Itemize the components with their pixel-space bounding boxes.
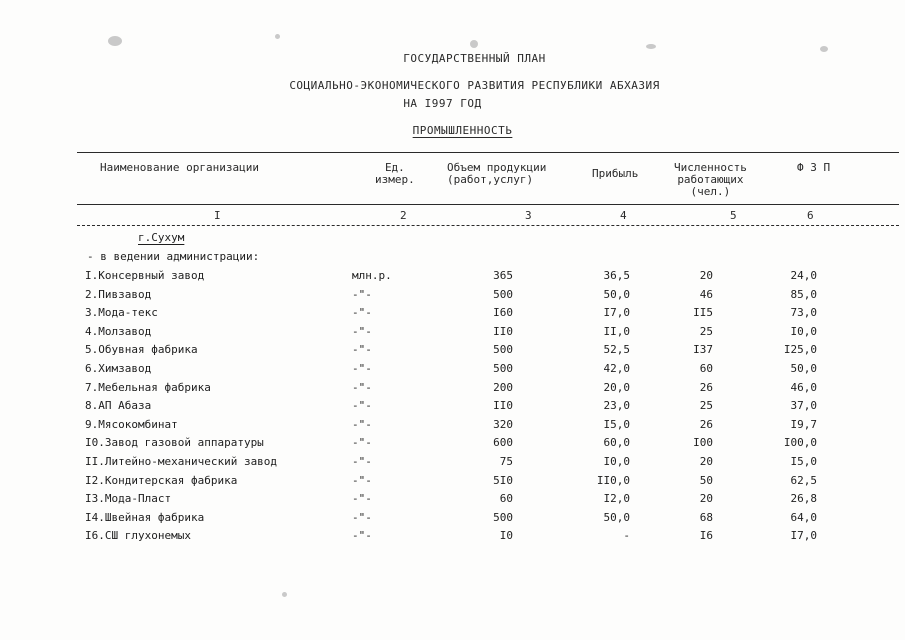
table-row bbox=[0, 509, 905, 528]
column-number-4: 4 bbox=[620, 209, 627, 222]
fzp-cell: 24,0 bbox=[790, 269, 817, 282]
profit-cell: 23,0 bbox=[603, 399, 630, 413]
profit-cell: I7,0 bbox=[603, 306, 630, 320]
org-name-cell: 2.Пивзавод bbox=[85, 287, 152, 301]
city-heading: г.Сухум bbox=[138, 231, 185, 244]
volume-cell: 365 bbox=[493, 269, 513, 282]
column-number-1: I bbox=[214, 209, 221, 222]
fzp-cell: 37,0 bbox=[790, 399, 817, 413]
staff-cell: 20 bbox=[699, 492, 713, 506]
fzp-cell: I0,0 bbox=[790, 324, 817, 338]
volume-cell: 5I0 bbox=[493, 473, 513, 487]
fzp-cell: I25,0 bbox=[783, 343, 817, 357]
org-name-cell: 6.Химзавод bbox=[85, 361, 152, 375]
volume-cell: 320 bbox=[493, 417, 513, 431]
staff-cell: 25 bbox=[699, 324, 713, 338]
org-name-cell: II.Литейно-механический завод bbox=[85, 454, 278, 468]
unit-cell: -"- bbox=[352, 454, 372, 468]
profit-cell: II0,0 bbox=[596, 473, 630, 487]
volume-cell: 500 bbox=[493, 287, 513, 301]
org-name-cell: I.Консервный завод bbox=[85, 269, 205, 282]
staff-cell: 20 bbox=[699, 454, 713, 468]
staff-cell: 68 bbox=[699, 510, 713, 524]
unit-cell: млн.р. bbox=[352, 269, 392, 282]
section-heading-text: ПРОМЫШЛЕННОСТЬ bbox=[412, 124, 513, 137]
profit-cell: I0,0 bbox=[603, 454, 630, 468]
org-name-cell: 9.Мясокомбинат bbox=[85, 417, 178, 431]
plan-title: ГОСУДАРСТВЕННЫЙ ПЛАН bbox=[403, 52, 546, 65]
volume-cell: 500 bbox=[493, 343, 513, 357]
unit-cell: -"- bbox=[352, 492, 372, 506]
unit-cell: -"- bbox=[352, 529, 372, 543]
volume-cell: I60 bbox=[493, 306, 513, 320]
profit-cell: 20,0 bbox=[603, 380, 630, 394]
column-header-staff: Численность работающих (чел.) bbox=[674, 161, 747, 198]
column-number-3: 3 bbox=[525, 209, 532, 222]
unit-cell: -"- bbox=[352, 324, 372, 338]
unit-cell: -"- bbox=[352, 380, 372, 394]
profit-cell: 42,0 bbox=[603, 361, 630, 375]
column-header-fzp: Ф З П bbox=[797, 161, 831, 174]
table-top-rule bbox=[77, 152, 899, 153]
unit-cell: -"- bbox=[352, 361, 372, 375]
staff-cell: I37 bbox=[693, 343, 713, 357]
org-name-cell: 5.Обувная фабрика bbox=[85, 343, 198, 357]
unit-cell: -"- bbox=[352, 436, 372, 450]
column-number-5: 5 bbox=[730, 209, 737, 222]
staff-cell: 20 bbox=[699, 269, 713, 282]
staff-cell: 46 bbox=[699, 287, 713, 301]
table-row bbox=[0, 397, 905, 416]
column-number-dashed-rule bbox=[77, 225, 899, 226]
unit-cell: -"- bbox=[352, 510, 372, 524]
section-heading bbox=[10, 124, 905, 137]
table-row bbox=[0, 304, 905, 323]
volume-cell: 60 bbox=[499, 492, 513, 506]
staff-cell: I00 bbox=[693, 436, 713, 450]
fzp-cell: 73,0 bbox=[790, 306, 817, 320]
fzp-cell: I7,0 bbox=[790, 529, 817, 543]
profit-cell: I2,0 bbox=[603, 492, 630, 506]
column-header-profit: Прибыль bbox=[592, 167, 639, 180]
table-row bbox=[0, 453, 905, 472]
data-table-body bbox=[0, 267, 905, 546]
profit-cell: 50,0 bbox=[603, 510, 630, 524]
unit-cell: -"- bbox=[352, 343, 372, 357]
profit-cell: 52,5 bbox=[603, 343, 630, 357]
column-header-name: Наименование организации bbox=[100, 161, 259, 174]
scan-speck bbox=[646, 44, 656, 49]
scan-speck bbox=[275, 34, 280, 39]
column-number-2: 2 bbox=[400, 209, 407, 222]
profit-cell: I5,0 bbox=[603, 417, 630, 431]
staff-cell: 26 bbox=[699, 380, 713, 394]
table-row bbox=[0, 434, 905, 453]
profit-cell: 60,0 bbox=[603, 436, 630, 450]
table-row bbox=[0, 490, 905, 509]
staff-cell: 25 bbox=[699, 399, 713, 413]
profit-cell: 36,5 bbox=[603, 269, 630, 282]
table-row bbox=[0, 360, 905, 379]
column-header-volume: Объем продукции (работ,услуг) bbox=[447, 161, 547, 186]
table-row bbox=[0, 527, 905, 546]
table-row bbox=[0, 472, 905, 491]
unit-cell: -"- bbox=[352, 287, 372, 301]
table-row bbox=[0, 379, 905, 398]
org-name-cell: I0.Завод газовой аппаратуры bbox=[85, 436, 264, 450]
profit-cell: 50,0 bbox=[603, 287, 630, 301]
plan-year: НА I997 ГОД bbox=[403, 97, 482, 110]
fzp-cell: I00,0 bbox=[783, 436, 817, 450]
volume-cell: II0 bbox=[493, 324, 513, 338]
unit-cell: -"- bbox=[352, 306, 372, 320]
org-name-cell: I3.Мода-Пласт bbox=[85, 492, 172, 506]
plan-subtitle: СОЦИАЛЬНО-ЭКОНОМИЧЕСКОГО РАЗВИТИЯ РЕСПУБЛИКИ АБХАЗИЯ bbox=[289, 79, 660, 92]
fzp-cell: I5,0 bbox=[790, 454, 817, 468]
volume-cell: 500 bbox=[493, 510, 513, 524]
org-name-cell: I6.СШ глухонемых bbox=[85, 529, 191, 543]
header-bottom-rule bbox=[77, 204, 899, 205]
table-row bbox=[0, 341, 905, 360]
volume-cell: 500 bbox=[493, 361, 513, 375]
profit-cell: II,0 bbox=[603, 324, 630, 338]
profit-cell: - bbox=[623, 529, 630, 543]
fzp-cell: 26,8 bbox=[790, 492, 817, 506]
column-number-6: 6 bbox=[807, 209, 814, 222]
admin-subheading: - в ведении администрации: bbox=[87, 250, 260, 263]
unit-cell: -"- bbox=[352, 473, 372, 487]
fzp-cell: I9,7 bbox=[790, 417, 817, 431]
staff-cell: 50 bbox=[699, 473, 713, 487]
org-name-cell: 3.Мода-текс bbox=[85, 306, 158, 320]
staff-cell: II5 bbox=[693, 306, 713, 320]
table-row bbox=[0, 267, 905, 286]
volume-cell: 600 bbox=[493, 436, 513, 450]
fzp-cell: 50,0 bbox=[790, 361, 817, 375]
fzp-cell: 85,0 bbox=[790, 287, 817, 301]
scan-speck bbox=[470, 40, 478, 48]
unit-cell: -"- bbox=[352, 399, 372, 413]
fzp-cell: 62,5 bbox=[790, 473, 817, 487]
volume-cell: 75 bbox=[499, 454, 513, 468]
volume-cell: I0 bbox=[499, 529, 513, 543]
scan-speck bbox=[108, 36, 122, 46]
fzp-cell: 46,0 bbox=[790, 380, 817, 394]
unit-cell: -"- bbox=[352, 417, 372, 431]
scan-speck bbox=[282, 592, 287, 597]
org-name-cell: I2.Кондитерская фабрика bbox=[85, 473, 238, 487]
volume-cell: 200 bbox=[493, 380, 513, 394]
staff-cell: 60 bbox=[699, 361, 713, 375]
org-name-cell: I4.Швейная фабрика bbox=[85, 510, 205, 524]
table-row bbox=[0, 286, 905, 305]
org-name-cell: 4.Молзавод bbox=[85, 324, 152, 338]
table-row bbox=[0, 416, 905, 435]
org-name-cell: 7.Мебельная фабрика bbox=[85, 380, 211, 394]
volume-cell: II0 bbox=[493, 399, 513, 413]
org-name-cell: 8.АП Абаза bbox=[85, 399, 152, 413]
staff-cell: 26 bbox=[699, 417, 713, 431]
fzp-cell: 64,0 bbox=[790, 510, 817, 524]
table-row bbox=[0, 323, 905, 342]
staff-cell: I6 bbox=[699, 529, 713, 543]
column-header-unit: Ед. измер. bbox=[375, 161, 415, 186]
